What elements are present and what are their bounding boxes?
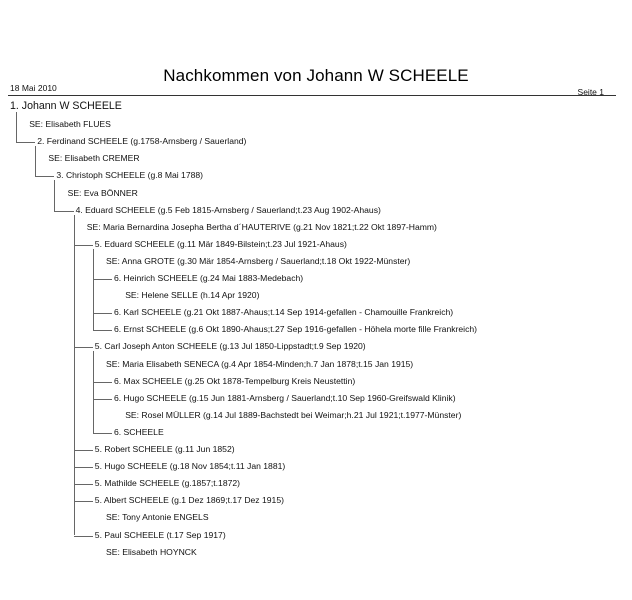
person-text: 6. Hugo SCHEELE (g.15 Jun 1881-Arnsberg / Sauerland;t.10 Sep 1960-Greifswald Klinik) xyxy=(114,392,456,403)
tree-connector-horizontal xyxy=(35,176,54,177)
person-text: 4. Eduard SCHEELE (g.5 Feb 1815-Arnsberg / Sauerland;t.23 Aug 1902-Ahaus) xyxy=(75,204,381,215)
spouse-text: SE: Maria Elisabeth SENECA (g.4 Apr 1854-Minden;h.7 Jan 1878;t.15 Jan 1915) xyxy=(106,358,414,369)
tree-connector-horizontal xyxy=(74,467,93,468)
spouse-text: SE: Rosel MÜLLER (g.14 Jul 1889-Bachstedt bei Weimar;h.21 Jul 1921;t.1977-Münster) xyxy=(125,409,462,420)
tree-connector-vertical xyxy=(74,215,75,536)
spouse-text: SE: Elisabeth FLUES xyxy=(29,119,111,130)
person-text: 5. Albert SCHEELE (g.1 Dez 1869;t.17 Dez 1915) xyxy=(94,495,284,506)
person-text: 6. SCHEELE xyxy=(114,426,164,437)
spouse-text: SE: Tony Antonie ENGELS xyxy=(106,512,209,523)
person-text: 5. Robert SCHEELE (g.11 Jun 1852) xyxy=(94,444,235,454)
tree-connector-horizontal xyxy=(93,313,112,314)
person-text: 2. Ferdinand SCHEELE (g.1758-Arnsberg / Sauerland) xyxy=(37,136,247,147)
person-text: 5. Hugo SCHEELE (g.18 Nov 1854;t.11 Jan 1881) xyxy=(94,461,286,472)
tree-connector-horizontal xyxy=(74,501,93,502)
spouse-text: SE: Elisabeth HOYNCK xyxy=(106,546,197,557)
person-text: 5. Paul SCHEELE (t.17 Sep 1917) xyxy=(94,529,226,540)
header-rule xyxy=(8,95,616,96)
tree-connector-vertical xyxy=(54,180,55,210)
person-text: 5. Mathilde SCHEELE (g.1857;t.1872) xyxy=(94,478,241,489)
tree-connector-horizontal xyxy=(74,245,93,246)
person-text: 6. Max SCHEELE (g.25 Okt 1878-Tempelburg Kreis Neustettin) xyxy=(114,375,356,386)
tree-connector-vertical xyxy=(93,351,94,433)
spouse-text: SE: Eva BÖNNER xyxy=(67,187,138,198)
report-date: 18 Mai 2010 xyxy=(10,83,57,93)
tree-connector-horizontal xyxy=(93,330,112,331)
spouse-text: SE: Helene SELLE (h.14 Apr 1920) xyxy=(125,290,260,301)
person-text: 1. Johann W SCHEELE xyxy=(10,100,122,112)
tree-connector-horizontal xyxy=(93,399,112,400)
spouse-text: SE: Anna GROTE (g.30 Mär 1854-Arnsberg / Sauerland;t.18 Okt 1922-Münster) xyxy=(106,255,411,266)
tree-connector-vertical xyxy=(35,146,36,176)
spouse-text: SE: Maria Bernardina Josepha Bertha d´HAUTERIVE (g.21 Nov 1821;t.22 Okt 1897-Hamm) xyxy=(86,221,437,232)
person-text: 6. Karl SCHEELE (g.21 Okt 1887-Ahaus;t.14 Sep 1914-gefallen - Chamouille Frankreich) xyxy=(114,307,454,318)
tree-connector-horizontal xyxy=(74,450,93,451)
tree-connector-vertical xyxy=(93,249,94,331)
tree-connector-horizontal xyxy=(93,279,112,280)
tree-connector-horizontal xyxy=(54,211,73,212)
tree-connector-horizontal xyxy=(74,536,93,537)
tree-connector-horizontal xyxy=(93,433,112,434)
tree-connector-horizontal xyxy=(93,382,112,383)
person-text: 6. Ernst SCHEELE (g.6 Okt 1890-Ahaus;t.27 Sep 1916-gefallen - Höhela morte fille Frankreich) xyxy=(114,324,478,335)
page-number: Seite 1 xyxy=(577,87,604,97)
tree-connector-horizontal xyxy=(74,347,93,348)
person-text: 5. Carl Joseph Anton SCHEELE (g.13 Jul 1850-Lippstadt;t.9 Sep 1920) xyxy=(94,341,366,352)
report-title: Nachkommen von Johann W SCHEELE xyxy=(163,66,469,85)
tree-connector-horizontal xyxy=(74,484,93,485)
person-text: 3. Christoph SCHEELE (g.8 Mai 1788) xyxy=(56,170,204,181)
person-text: 6. Heinrich SCHEELE (g.24 Mai 1883-Medebach) xyxy=(114,273,304,283)
person-text: 5. Eduard SCHEELE (g.11 Mär 1849-Bilstein;t.23 Jul 1921-Ahaus) xyxy=(94,238,347,249)
tree-connector-vertical xyxy=(16,112,17,142)
spouse-text: SE: Elisabeth CREMER xyxy=(48,153,140,164)
tree-connector-horizontal xyxy=(16,142,35,143)
